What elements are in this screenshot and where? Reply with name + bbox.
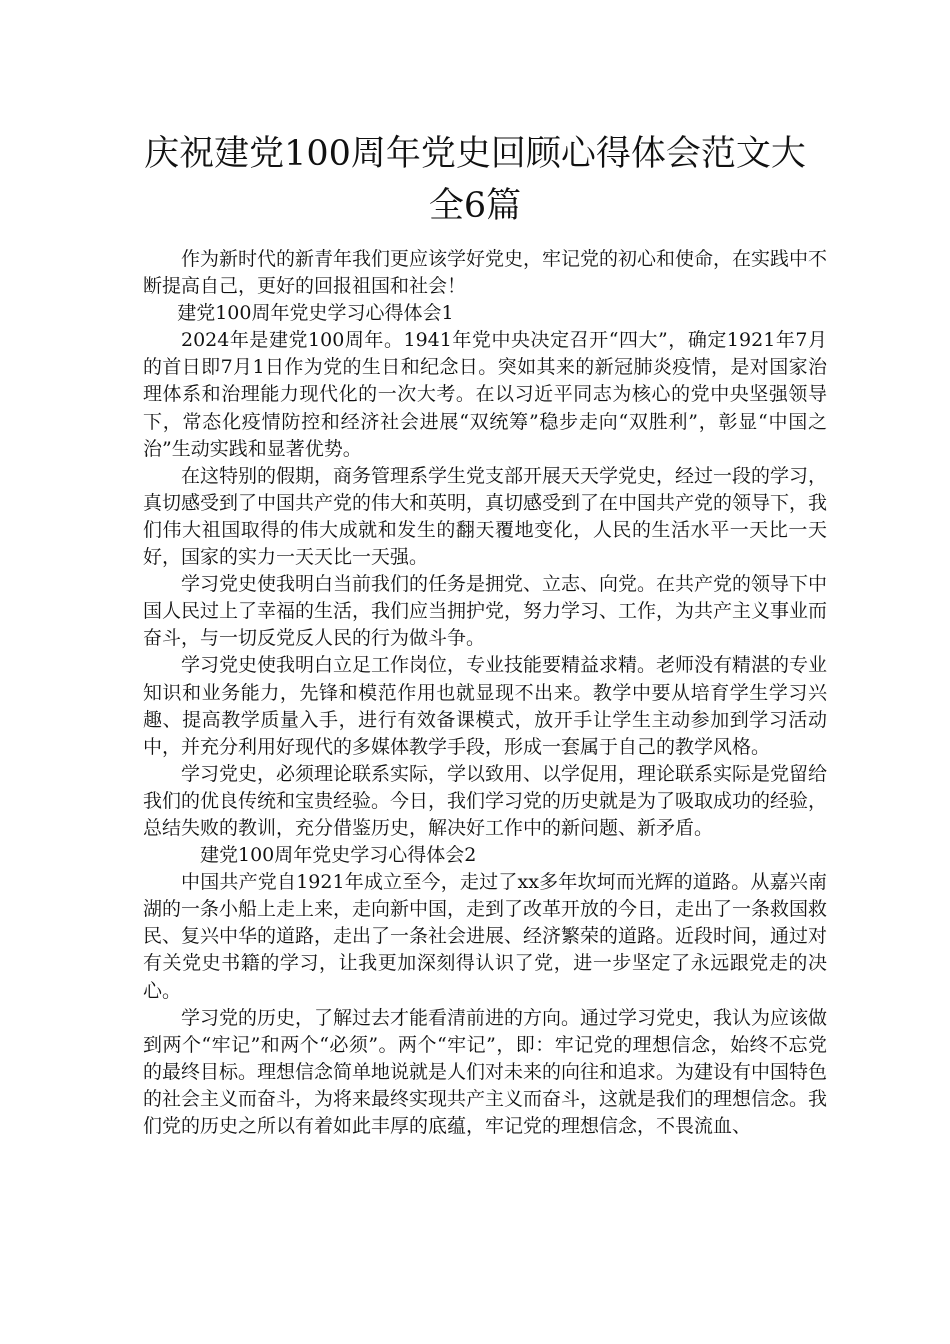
section-heading-1: 建党100周年党史学习心得体会1 [177,302,454,325]
paragraph-2: 在这特别的假期，商务管理系学生党支部开展天天学党史，经过一段的学习，真切感受到了中国共产党的伟大和英明，真切感受到了在中国共产党的领导下，我们伟大祖国取得的伟大成就和发生的翻天覆地变化，人民的生活水平一天比一天好，国家的实力一天天比一天强。 [143,464,828,569]
document-title: 庆祝建党100周年党史回顾心得体会范文大全6篇 [144,134,806,226]
paragraph-5: 学习党史，必须理论联系实际，学以致用、以学促用，理论联系实际是党留给我们的优良传统和宝贵经验。今日，我们学习党的历史就是为了吸取成功的经验，总结失败的教训，充分借鉴历史，解决好工作中的新问题、新矛盾。 [143,762,828,839]
document-body [143,246,827,1140]
paragraph-4: 学习党史使我明白立足工作岗位，专业技能要精益求精。老师没有精湛的专业知识和业务能力，先锋和模范作用也就显现不出来。教学中要从培育学生学习兴趣、提高教学质量入手，进行有效备课模式，放开手让学生主动参加到学习活动中，并充分利用好现代的多媒体教学手段，形成一套属于自己的教学风格。 [143,654,828,758]
paragraph-3: 学习党史使我明白当前我们的任务是拥党、立志、向党。在共产党的领导下中国人民过上了幸福的生活，我们应当拥护党，努力学习、工作，为共产主义事业而奋斗，与一切反党反人民的行为做斗争。 [143,573,828,650]
paragraph-1: 2024年是建党100周年。1941年党中央决定召开“四大”，确定1921年7月的首日即7月1日作为党的生日和纪念日。突如其来的新冠肺炎疫情，是对国家治理体系和治理能力现代化的一次大考。在以习近平同志为核心的党中央坚强领导下，常态化疫情防控和经济社会进展“双统筹”稳步走向“双胜利”，彰显“中国之治”生动实践和显著优势。 [143,329,827,460]
section-heading-2: 建党100周年党史学习心得体会2 [200,844,477,867]
paragraph-6: 中国共产党自1921年成立至今，走过了xx多年坎坷而光辉的道路。从嘉兴南湖的一条小船上走上来，走向新中国，走到了改革开放的今日，走出了一条救国救民、复兴中华的道路，走出了一条社会进展、经济繁荣的道路。近段时间，通过对有关党史书籍的学习，让我更加深刻得认识了党，进一步坚定了永远跟党走的决心。 [143,871,828,1002]
paragraph-7: 学习党的历史，了解过去才能看清前进的方向。通过学习党史，我认为应该做到两个“牢记”和两个“必须”。两个“牢记”，即：牢记党的理想信念，始终不忘党的最终目标。理想信念简单地说就是人们对未来的向往和追求。为建设有中国特色的社会主义而奋斗，为将来最终实现共产主义而奋斗，这就是我们的理想信念。我们党的历史之所以有着如此丰厚的底蕴，牢记党的理想信念，不畏流血、 [143,1006,828,1137]
paragraph-intro: 作为新时代的新青年我们更应该学好党史，牢记党的初心和使命，在实践中不断提高自己，更好的回报祖国和社会！ [143,248,828,298]
